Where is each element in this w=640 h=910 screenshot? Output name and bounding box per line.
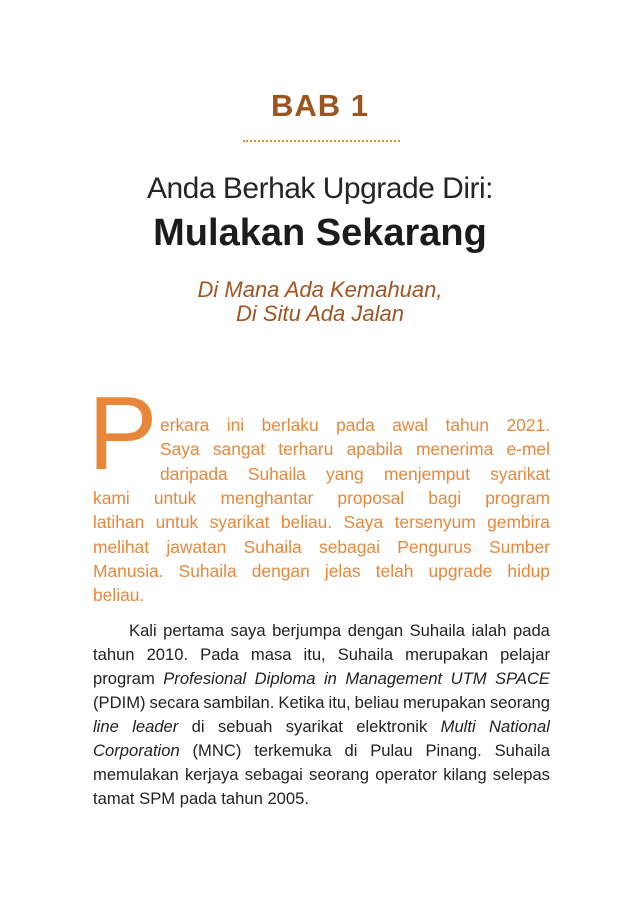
word: selepas	[492, 765, 550, 784]
word: sangat	[212, 439, 266, 460]
text-line	[129, 621, 550, 641]
word: memulakan	[93, 765, 179, 784]
word: merupakan	[402, 693, 486, 712]
word: pada	[179, 789, 217, 808]
chapter-subtitle-line-1: Di Mana Ada Kemahuan,	[197, 277, 443, 302]
text-line	[160, 415, 550, 436]
word: (MNC)	[192, 741, 242, 760]
word: tersenyum	[394, 512, 476, 533]
word: yang	[326, 463, 364, 484]
word: terkemuka	[254, 741, 332, 760]
word: Corporation	[93, 741, 180, 760]
chapter-subtitle-line-2: Di Situ Ada Jalan	[236, 301, 404, 326]
word: menerima	[415, 439, 494, 460]
word: program	[93, 669, 155, 688]
word: Suhaila	[337, 645, 394, 664]
word: operator	[375, 765, 438, 784]
word: Management	[345, 669, 443, 688]
word: seorang	[309, 765, 369, 784]
word: seorang	[489, 693, 550, 712]
word: UTM	[450, 669, 487, 688]
word: untuk	[153, 487, 197, 508]
word: jelas	[324, 560, 361, 581]
text-line	[93, 669, 550, 689]
word: di	[344, 741, 358, 760]
word: Pinang.	[425, 741, 482, 760]
word: SPACE	[494, 669, 550, 688]
word: ialah	[471, 621, 507, 640]
word: proposal	[337, 487, 405, 508]
word: jawatan	[166, 536, 227, 557]
drop-cap: P	[88, 376, 158, 492]
word: syarikat	[209, 512, 270, 533]
text-line	[93, 765, 550, 785]
word: Pulau	[370, 741, 413, 760]
word: beliau.	[93, 585, 145, 606]
chapter-title-line-2: Mulakan Sekarang	[153, 212, 487, 254]
word: Manusia.	[93, 560, 164, 581]
word: Diploma	[254, 669, 316, 688]
text-line	[93, 585, 144, 606]
word: gembira	[487, 512, 550, 533]
word: Kali	[129, 621, 157, 640]
word: pelajar	[500, 645, 550, 664]
word: tahun	[221, 789, 263, 808]
word: syarikat	[490, 463, 550, 484]
word: Multi	[440, 717, 476, 736]
word: dengan	[251, 560, 310, 581]
word: hidup	[507, 560, 550, 581]
word: secara	[149, 693, 200, 712]
word: (PDIM)	[93, 693, 146, 712]
word: dengan	[347, 621, 404, 640]
word: tamat	[93, 789, 135, 808]
text-line	[93, 717, 550, 737]
word: sebagai	[319, 536, 380, 557]
word: 2005.	[267, 789, 309, 808]
dotted-divider	[243, 140, 400, 142]
word: Saya	[343, 512, 384, 533]
word: Suhaila	[247, 463, 306, 484]
text-line	[93, 645, 550, 665]
word: e-mel	[506, 439, 550, 460]
word: itu,	[303, 645, 326, 664]
word: menjemput	[383, 463, 470, 484]
word: 2021.	[506, 415, 550, 435]
word: Pengurus	[397, 536, 472, 557]
word: Pada	[200, 645, 239, 664]
word: menghantar	[220, 487, 314, 508]
text-line	[160, 464, 550, 485]
word: awal	[392, 415, 429, 435]
word: pada	[512, 621, 550, 640]
word: merupakan	[405, 645, 489, 664]
word: 2010.	[146, 645, 189, 664]
word: kilang	[443, 765, 487, 784]
word: National	[489, 717, 550, 736]
word: sebagai	[244, 765, 303, 784]
word: di	[191, 717, 205, 736]
word: pada	[336, 415, 375, 435]
word: in	[323, 669, 337, 688]
word: tahun	[445, 415, 490, 435]
word: kerjaya	[184, 765, 239, 784]
word: SPM	[139, 789, 176, 808]
word: leader	[132, 717, 179, 736]
word: telah	[375, 560, 414, 581]
word: daripada	[160, 463, 228, 484]
text-line	[93, 789, 309, 809]
word: elektronik	[356, 717, 428, 736]
text-line	[93, 512, 550, 533]
text-line	[160, 439, 550, 460]
word: berjumpa	[272, 621, 342, 640]
word: Suhaila	[243, 536, 302, 557]
word: beliau.	[280, 512, 333, 533]
word: bagi	[428, 487, 462, 508]
word: Suhaila	[178, 560, 237, 581]
word: latihan	[93, 512, 145, 533]
word: itu,	[328, 693, 351, 712]
word: apabila	[346, 439, 403, 460]
word: program	[485, 487, 550, 508]
word: Suhaila	[494, 741, 550, 760]
word: Saya	[160, 439, 200, 460]
word: saya	[230, 621, 266, 640]
word: masa	[250, 645, 292, 664]
word: sambilan.	[203, 693, 275, 712]
word: beliau	[354, 693, 399, 712]
word: upgrade	[428, 560, 493, 581]
word: Profesional	[163, 669, 247, 688]
word: ini	[226, 415, 245, 435]
word: sebuah	[217, 717, 273, 736]
text-line	[93, 488, 550, 509]
word: berlaku	[261, 415, 319, 435]
text-line	[93, 537, 550, 558]
text-line	[93, 741, 550, 761]
chapter-label: BAB 1	[270, 88, 369, 123]
word: terharu	[278, 439, 334, 460]
word: kami	[93, 487, 130, 508]
word: Ketika	[278, 693, 325, 712]
word: untuk	[155, 512, 199, 533]
word: Sumber	[489, 536, 550, 557]
word: tahun	[93, 645, 135, 664]
chapter-title-line-1: Anda Berhak Upgrade Diri:	[146, 172, 494, 205]
word: erkara	[160, 415, 210, 435]
word: Suhaila	[409, 621, 465, 640]
word: syarikat	[285, 717, 343, 736]
word: melihat	[93, 536, 150, 557]
text-line	[93, 561, 550, 582]
word: pertama	[163, 621, 225, 640]
text-line	[93, 693, 550, 713]
word: line	[93, 717, 119, 736]
